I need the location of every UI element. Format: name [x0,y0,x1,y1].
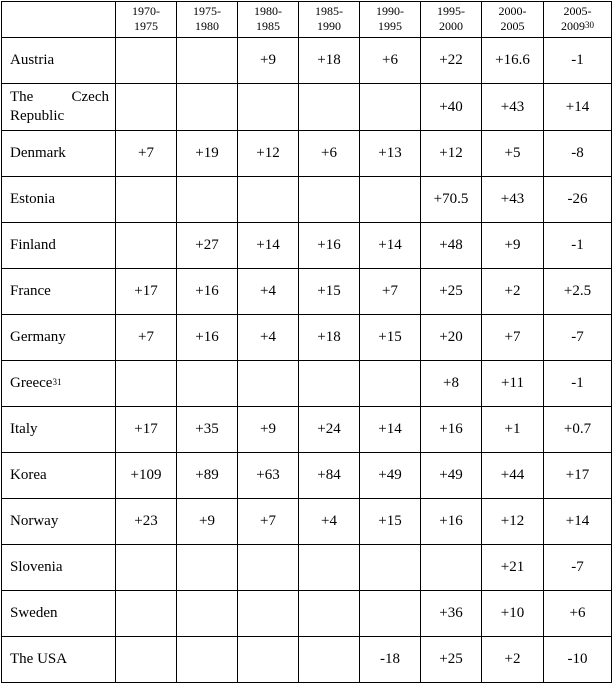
value-cell [238,545,299,591]
value-cell: +15 [360,315,421,361]
value-cell: +109 [116,453,177,499]
country-name: The USA [10,651,68,667]
value-cell: +21 [482,545,544,591]
country-name: Korea [10,467,47,483]
value-cell [299,637,360,683]
country-cell [2,407,116,453]
value-cell: +9 [177,499,238,545]
value-cell [116,177,177,223]
value-cell: +70.5 [421,177,482,223]
value-cell: +17 [116,269,177,315]
table-row [2,131,612,177]
value-cell: +7 [238,499,299,545]
value-cell: +9 [238,38,299,84]
footnote-marker: 30 [585,20,594,30]
column-header [544,2,612,38]
column-header-start: 1980- [254,4,282,18]
table-row [2,223,612,269]
table-row [2,361,612,407]
value-cell [177,591,238,637]
value-cell: +18 [299,315,360,361]
value-cell: +16 [177,269,238,315]
value-cell [177,361,238,407]
value-cell: +12 [421,131,482,177]
value-cell: +11 [482,361,544,407]
country-name: Slovenia [10,559,63,575]
value-cell: +40 [421,84,482,131]
country-name: Italy [10,421,38,437]
country-cell [2,84,116,131]
value-cell [116,223,177,269]
country-cell [2,315,116,361]
country-cell [2,177,116,223]
value-cell: +2.5 [544,269,612,315]
column-header [238,2,299,38]
country-cell [2,269,116,315]
column-header-end [482,19,543,34]
value-cell: +6 [360,38,421,84]
value-cell: +14 [360,407,421,453]
column-header-end-text: 2009 [561,19,585,33]
value-cell: +7 [360,269,421,315]
value-cell [360,545,421,591]
value-cell: +49 [360,453,421,499]
value-cell: +2 [482,269,544,315]
column-header-end [177,19,237,34]
value-cell [299,361,360,407]
country-cell [2,38,116,84]
value-cell: +8 [421,361,482,407]
value-cell [177,177,238,223]
value-cell: +9 [482,223,544,269]
value-cell: +35 [177,407,238,453]
value-cell: +15 [299,269,360,315]
value-cell: +0.7 [544,407,612,453]
value-cell [238,591,299,637]
value-cell [116,361,177,407]
value-cell: +89 [177,453,238,499]
country-name-line: Republic [10,108,65,124]
country-name: Denmark [10,145,66,161]
value-cell: +16.6 [482,38,544,84]
value-cell: +16 [421,407,482,453]
value-cell: -18 [360,637,421,683]
table-row [2,84,612,131]
country-name: France [10,283,51,299]
value-cell: +84 [299,453,360,499]
country-name: Germany [10,329,66,345]
country-cell [2,223,116,269]
table-row [2,315,612,361]
table-row [2,38,612,84]
footnote-marker: 31 [52,377,62,387]
value-cell [299,545,360,591]
country-name [10,88,109,124]
value-cell: +7 [116,131,177,177]
value-cell: +12 [482,499,544,545]
value-cell: +14 [544,499,612,545]
value-cell [238,84,299,131]
value-cell: +49 [421,453,482,499]
value-cell [299,591,360,637]
column-header-start: 2005- [563,4,592,18]
country-name: Sweden [10,605,58,621]
value-cell [238,361,299,407]
value-cell: +2 [482,637,544,683]
value-cell: +48 [421,223,482,269]
value-cell [299,84,360,131]
value-cell: +1 [482,407,544,453]
value-cell: +27 [177,223,238,269]
column-header-end-text: 1980 [195,19,219,33]
value-cell: -8 [544,131,612,177]
table-body [2,2,612,683]
header-row [2,2,612,38]
value-cell: +17 [116,407,177,453]
country-cell [2,637,116,683]
growth-table [1,1,612,683]
country-name: Austria [10,52,55,68]
column-header-end-text: 1985 [256,19,280,33]
country-name: Estonia [10,191,55,207]
table-row [2,591,612,637]
country-name: Finland [10,237,56,253]
value-cell: +63 [238,453,299,499]
corner-cell [2,2,116,38]
column-header-end-text: 2000 [439,19,463,33]
column-header-end-text: 1990 [317,19,341,33]
value-cell: +12 [238,131,299,177]
country-name-line: The Czech [10,89,109,105]
value-cell [299,177,360,223]
value-cell [116,84,177,131]
column-header-start: 1975- [193,4,221,18]
value-cell: -1 [544,223,612,269]
value-cell [116,637,177,683]
table-row [2,177,612,223]
column-header [421,2,482,38]
value-cell: -7 [544,545,612,591]
value-cell [177,84,238,131]
value-cell [116,38,177,84]
value-cell: +18 [299,38,360,84]
country-cell [2,453,116,499]
value-cell [360,84,421,131]
column-header-end-text: 2005 [500,19,525,33]
value-cell: +6 [544,591,612,637]
value-cell: +20 [421,315,482,361]
value-cell: +9 [238,407,299,453]
value-cell: +24 [299,407,360,453]
value-cell: +22 [421,38,482,84]
column-header-start: 1990- [376,4,404,18]
value-cell: +14 [238,223,299,269]
column-header-end-text: 1975 [134,19,158,33]
column-header-start: 1985- [315,4,343,18]
value-cell: +4 [238,315,299,361]
value-cell [177,545,238,591]
value-cell: +7 [116,315,177,361]
value-cell: +19 [177,131,238,177]
column-header [299,2,360,38]
column-header-start: 1995- [437,4,465,18]
column-header [177,2,238,38]
column-header [360,2,421,38]
country-cell [2,131,116,177]
column-header-end [421,19,481,34]
country-cell [2,499,116,545]
value-cell: +4 [299,499,360,545]
value-cell: +16 [177,315,238,361]
column-header-end [299,19,359,34]
country-cell [2,591,116,637]
value-cell [421,545,482,591]
value-cell: +5 [482,131,544,177]
value-cell: -26 [544,177,612,223]
value-cell: +4 [238,269,299,315]
value-cell: +14 [360,223,421,269]
value-cell [177,38,238,84]
country-cell [2,545,116,591]
value-cell: +25 [421,637,482,683]
country-name: Norway [10,513,59,529]
value-cell [360,591,421,637]
table-row [2,499,612,545]
value-cell [177,637,238,683]
value-cell: -10 [544,637,612,683]
table-row [2,269,612,315]
value-cell: +25 [421,269,482,315]
value-cell: +13 [360,131,421,177]
value-cell: +16 [299,223,360,269]
value-cell [116,591,177,637]
value-cell: +10 [482,591,544,637]
table-row [2,407,612,453]
column-header [482,2,544,38]
value-cell [238,177,299,223]
value-cell: -1 [544,361,612,407]
column-header-start: 2000- [498,4,527,18]
column-header-end [360,19,420,34]
value-cell [360,177,421,223]
value-cell: +36 [421,591,482,637]
value-cell: -1 [544,38,612,84]
table-row [2,637,612,683]
value-cell: +14 [544,84,612,131]
value-cell: +43 [482,84,544,131]
value-cell: +6 [299,131,360,177]
value-cell: -7 [544,315,612,361]
column-header-end [116,19,176,34]
column-header-end [238,19,298,34]
value-cell [116,545,177,591]
country-name: Greece [10,375,53,391]
value-cell [360,361,421,407]
value-cell: +17 [544,453,612,499]
column-header-start: 1970- [132,4,160,18]
value-cell: +23 [116,499,177,545]
table-row [2,545,612,591]
value-cell: +44 [482,453,544,499]
column-header-end-text: 1995 [378,19,402,33]
column-header-end [544,19,611,34]
column-header [116,2,177,38]
value-cell: +7 [482,315,544,361]
value-cell [238,637,299,683]
country-cell [2,361,116,407]
value-cell: +16 [421,499,482,545]
value-cell: +43 [482,177,544,223]
value-cell: +15 [360,499,421,545]
table-row [2,453,612,499]
